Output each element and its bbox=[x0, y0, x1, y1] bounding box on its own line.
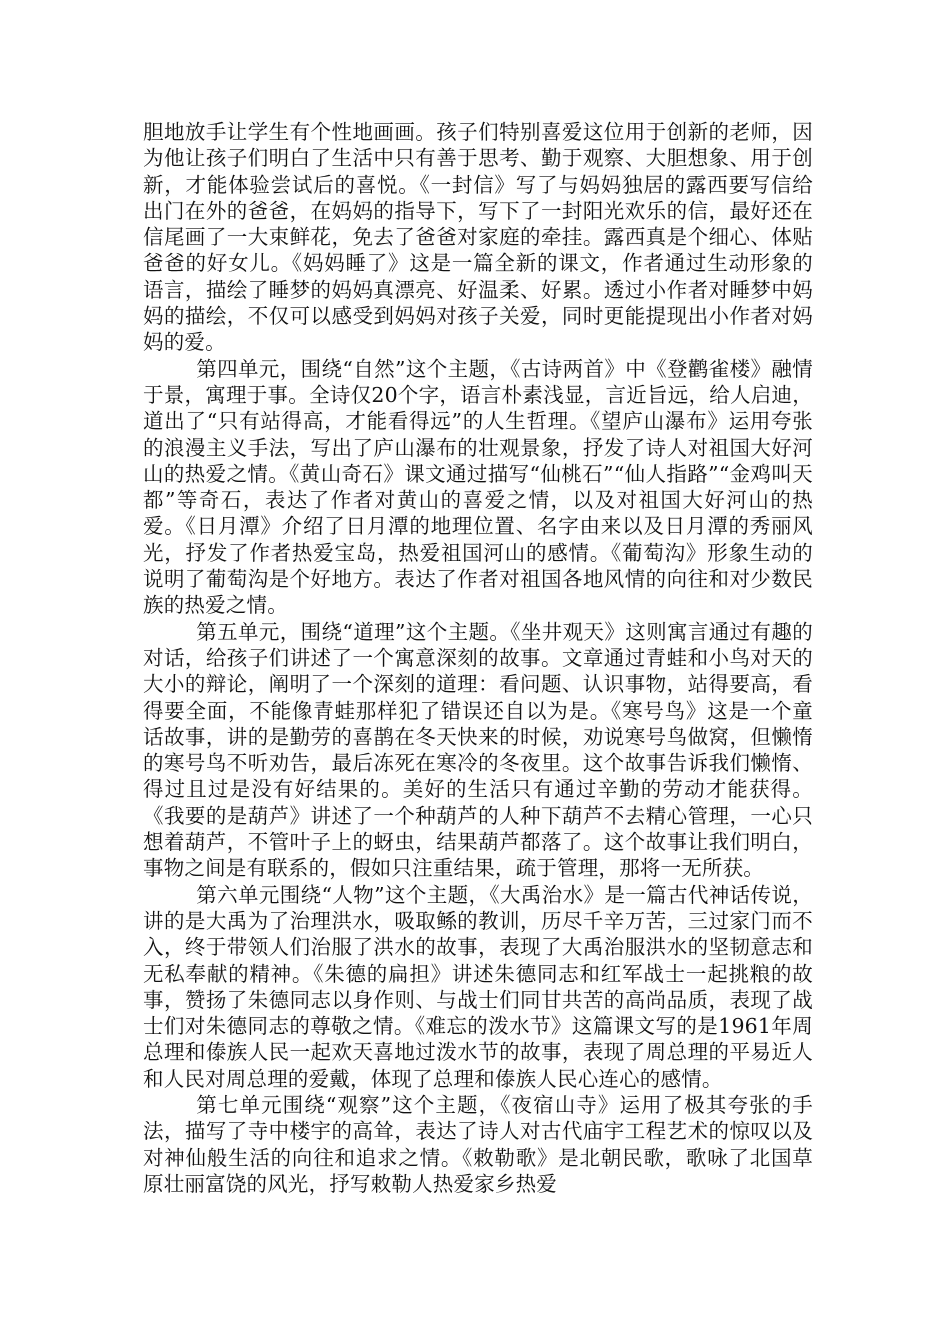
document-page bbox=[143, 119, 813, 1197]
paragraph-continuation: 胆地放手让学生有个性地画画。孩子们特别喜爱这位用于创新的老师，因为他让孩子们明白了生活中只有善于思考、勤于观察、大胆想象、用于创新，才能体验尝试后的喜悦。《一封信》写了与妈妈独居的露西要写信给出门在外的爸爸，在妈妈的指导下，写下了一封阳光欢乐的信，最好还在信尾画了一大束鲜花，免去了爸爸对家庭的牵挂。露西真是个细心、体贴爸爸的好女儿。《妈妈睡了》这是一篇全新的课文，作者通过生动形象的语言，描绘了睡梦的妈妈真漂亮、好温柔、好累。透过小作者对睡梦中妈妈的描绘，不仅可以感受到妈妈对孩子关爱，同时更能提现出小作者对妈妈的爱。 bbox=[143, 120, 813, 355]
paragraph-unit-seven: 第七单元围绕“观察”这个主题，《夜宿山寺》运用了极其夸张的手法，描写了寺中楼宇的高耸，表达了诗人对古代庙宇工程艺术的惊叹以及对神仙般生活的向往和追求之情。《敕勒歌》是北朝民歌，歌咏了北国草原壮丽富饶的风光，抒写敕勒人热爱家乡热爱 bbox=[143, 1092, 813, 1196]
paragraph-unit-five: 第五单元，围绕“道理”这个主题。《坐井观天》这则寓言通过有趣的对话，给孩子们讲述了一个寓意深刻的故事。文章通过青蛙和小鸟对天的大小的辩论，阐明了一个深刻的道理：看问题、认识事物，站得要高，看得要全面，不能像青蛙那样犯了错误还自以为是。《寒号鸟》这是一个童话故事，讲的是勤劳的喜鹊在冬天快来的时候，劝说寒号鸟做窝，但懒惰的寒号鸟不听劝告，最后冻死在寒冷的冬夜里。这个故事告诉我们懒惰、得过且过是没有好结果的。美好的生活只有通过辛勤的劳动才能获得。《我要的是葫芦》讲述了一个种葫芦的人种下葫芦不去精心管理，一心只想着葫芦，不管叶子上的蚜虫，结果葫芦都落了。这个故事让我们明白，事物之间是有联系的，假如只注重结果，疏于管理，那将一无所获。 bbox=[143, 619, 813, 881]
paragraph-unit-four: 第四单元，围绕“自然”这个主题，《古诗两首》中《登鹳雀楼》融情于景，寓理于事。全诗仅20个字，语言朴素浅显，言近旨远，给人启迪，道出了“只有站得高，才能看得远”的人生哲理。《望庐山瀑布》运用夸张的浪漫主义手法，写出了庐山瀑布的壮观景象，抒发了诗人对祖国大好河山的热爱之情。《黄山奇石》课文通过描写“仙桃石”“仙人指路”“金鸡叫天都”等奇石，表达了作者对黄山的喜爱之情，以及对祖国大好河山的热爱。《日月潭》介绍了日月潭的地理位置、名字由来以及日月潭的秀丽风光，抒发了作者热爱宝岛，热爱祖国河山的感情。《葡萄沟》形象生动的说明了葡萄沟是个好地方。表达了作者对祖国各地风情的向往和对少数民族的热爱之情。 bbox=[143, 356, 813, 618]
paragraph-unit-six: 第六单元围绕“人物”这个主题，《大禹治水》是一篇古代神话传说，讲的是大禹为了治理洪水，吸取鲧的教训，历尽千辛万苦，三过家门而不入，终于带领人们治服了洪水的故事，表现了大禹治服洪水的坚韧意志和无私奉献的精神。《朱德的扁担》讲述朱德同志和红军战士一起挑粮的故事，赞扬了朱德同志以身作则、与战士们同甘共苦的高尚品质，表现了战士们对朱德同志的尊敬之情。《难忘的泼水节》这篇课文写的是1961年周总理和傣族人民一起欢天喜地过泼水节的故事，表现了周总理的平易近人和人民对周总理的爱戴，体现了总理和傣族人民心连心的感情。 bbox=[143, 882, 813, 1091]
